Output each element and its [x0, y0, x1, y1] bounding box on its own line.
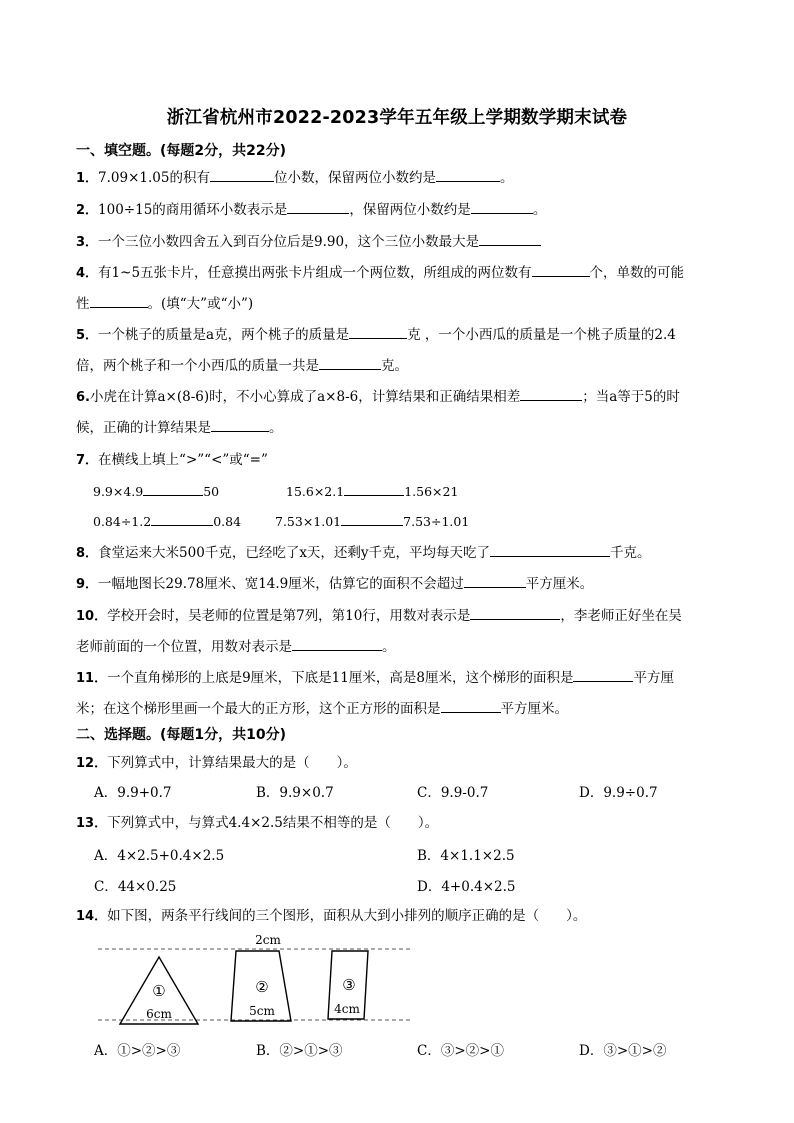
question-number: 3． [76, 235, 99, 250]
compare-item-4: 7.53×1.01 7.53÷1.01 [275, 511, 469, 529]
shape-1-base-label: 6cm [146, 1007, 172, 1021]
question-14: 14．如下图，两条平行线间的三个图形，面积从大到小排列的顺序正确的是（ ）。 [76, 908, 587, 924]
option-a[interactable]: A．4×2.5+0.4×2.5 [94, 848, 225, 864]
question-5: 5．一个桃子的质量是a克，两个桃子的质量是 克 ，一个小西瓜的质量是一个桃子质量的2.4 [76, 323, 676, 343]
answer-blank[interactable] [211, 417, 269, 432]
answer-blank[interactable] [436, 167, 500, 182]
question-number: 13． [76, 816, 108, 831]
answer-blank[interactable] [341, 511, 403, 526]
question-number: 2． [76, 203, 99, 218]
question-number: 14． [76, 909, 108, 924]
option-b[interactable]: B．9.9×0.7 [256, 785, 334, 801]
question-11: 11．一个直角梯形的上底是9厘米，下底是11厘米，高是8厘米，这个梯形的面积是 平方厘 [76, 666, 674, 686]
answer-blank[interactable] [287, 199, 349, 214]
question-number: 7． [76, 453, 99, 468]
answer-blank[interactable] [573, 667, 633, 682]
option-b[interactable]: B．②>①>③ [256, 1043, 343, 1059]
question-number: 11． [76, 671, 108, 686]
question-2: 2．100÷15的商用循环小数表示是 ，保留两位小数约是 。 [76, 198, 546, 218]
answer-blank[interactable] [349, 324, 407, 339]
compare-item-2: 15.6×2.1 1.56×21 [286, 481, 458, 499]
option-a[interactable]: A．①>②>③ [94, 1043, 181, 1059]
compare-item-3: 0.84÷1.2 0.84 [93, 511, 241, 529]
answer-blank[interactable] [441, 698, 501, 713]
question-number: 12． [76, 756, 108, 771]
option-c[interactable]: C．③>②>① [417, 1043, 504, 1059]
shape-3-mark: ③ [342, 976, 356, 994]
shape-2-mark: ② [255, 978, 269, 996]
question-6: 6.小虎在计算a×(8-6)时，不小心算成了a×8-6，计算结果和正确结果相差 ；当a等于5的时 [76, 385, 680, 405]
answer-blank[interactable] [143, 481, 203, 496]
question-4-cont: 性 。(填“大”或“小”) [76, 292, 253, 312]
answer-blank[interactable] [210, 167, 274, 182]
question-number: 6. [76, 390, 90, 405]
option-d[interactable]: D．4+0.4×2.5 [417, 879, 516, 895]
option-d[interactable]: D．③>①>② [579, 1043, 667, 1059]
shape-3-base-label: 4cm [334, 1002, 360, 1016]
shape-1-mark: ① [152, 982, 166, 1000]
answer-blank[interactable] [344, 481, 404, 496]
question-12: 12．下列算式中，计算结果最大的是（ ）。 [76, 755, 357, 771]
answer-blank[interactable] [292, 636, 382, 651]
answer-blank[interactable] [471, 199, 533, 214]
question-1: 1．7.09×1.05的积有 位小数，保留两位小数约是 。 [76, 166, 513, 186]
section-multiple-choice-heading: 二、选择题。(每题1分，共10分) [76, 727, 287, 743]
question-8: 8．食堂运来大米500千克，已经吃了x天，还剩y千克，平均每天吃了 千克。 [76, 541, 651, 561]
answer-blank[interactable] [520, 386, 582, 401]
question-10: 10．学校开会时，吴老师的位置是第7列，第10行，用数对表示是 ，李老师正好坐在吴 [76, 604, 682, 624]
answer-blank[interactable] [319, 355, 381, 370]
question-number: 9． [76, 577, 99, 592]
question-6-cont: 候，正确的计算结果是 。 [76, 416, 283, 436]
question-5-cont: 倍，两个桃子和一个小西瓜的质量一共是 克。 [76, 354, 408, 374]
answer-blank[interactable] [479, 231, 541, 246]
compare-item-1: 9.9×4.9 50 [93, 481, 219, 499]
option-c[interactable]: C．44×0.25 [94, 879, 177, 895]
answer-blank[interactable] [90, 293, 148, 308]
answer-blank[interactable] [464, 573, 526, 588]
question-4: 4．有1~5五张卡片，任意摸出两张卡片组成一个两位数，所组成的两位数有 个，单数的可能 [76, 261, 684, 281]
parallel-lines-figure [94, 932, 416, 1032]
question-9: 9．一幅地图长29.78厘米、宽14.9厘米，估算它的面积不会超过 平方厘米。 [76, 572, 593, 592]
top-length-label: 2cm [255, 933, 281, 947]
question-7: 7．在横线上填上“>”“<”或“=” [76, 452, 268, 468]
question-11-cont: 米；在这个梯形里画一个最大的正方形，这个正方形的面积是 平方厘米。 [76, 697, 568, 717]
option-c[interactable]: C．9.9-0.7 [417, 785, 489, 801]
option-a[interactable]: A．9.9+0.7 [94, 785, 172, 801]
answer-blank[interactable] [151, 511, 213, 526]
question-10-cont: 老师前面的一个位置，用数对表示是 。 [76, 635, 396, 655]
answer-blank[interactable] [532, 262, 590, 277]
shape-2-base-label: 5cm [249, 1004, 275, 1018]
option-b[interactable]: B．4×1.1×2.5 [417, 848, 515, 864]
question-3: 3．一个三位小数四舍五入到百分位后是9.90，这个三位小数最大是 [76, 230, 541, 250]
answer-blank[interactable] [470, 605, 560, 620]
section-fill-blanks-heading: 一、填空题。(每题2分，共22分) [76, 143, 287, 159]
question-number: 1． [76, 171, 99, 186]
answer-blank[interactable] [490, 542, 610, 557]
page-title: 浙江省杭州市2022-2023学年五年级上学期数学期末试卷 [166, 108, 628, 128]
option-d[interactable]: D．9.9÷0.7 [579, 785, 658, 801]
question-number: 5． [76, 328, 99, 343]
question-number: 10． [76, 609, 108, 624]
question-number: 8． [76, 546, 99, 561]
question-number: 4． [76, 266, 99, 281]
question-13: 13．下列算式中，与算式4.4×2.5结果不相等的是（ ）。 [76, 815, 439, 831]
